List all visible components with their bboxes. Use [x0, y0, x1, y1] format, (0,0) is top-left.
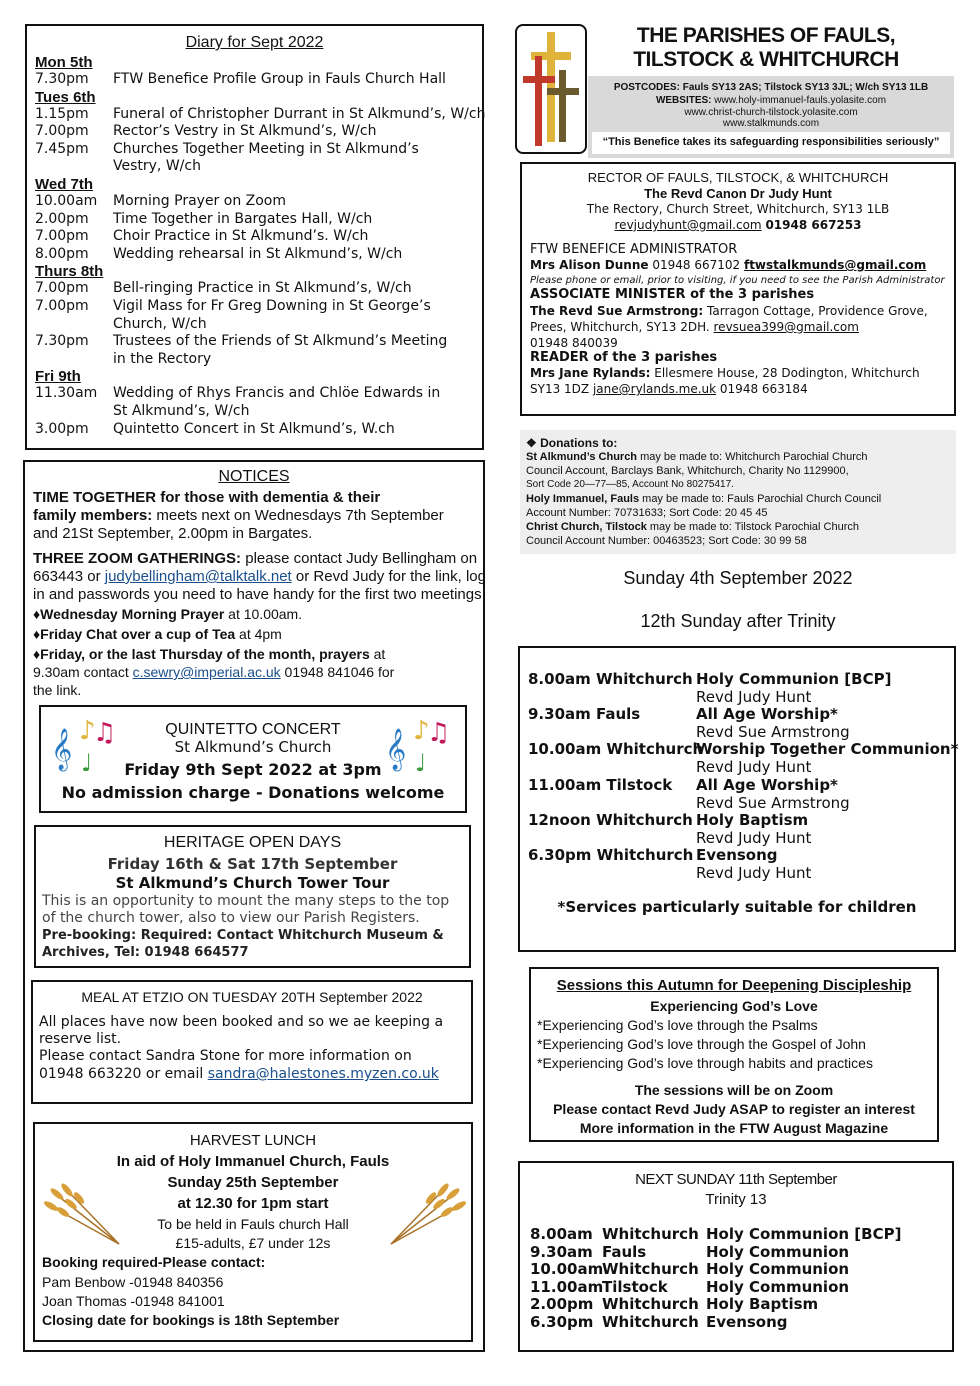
- diary-event: [35, 298, 475, 315]
- diary-event-text: Funeral of Christopher Durrant in St Alkmund’s, W/ch: [113, 105, 486, 122]
- header-title-line1: THE PARISHES OF FAULS,: [636, 24, 896, 47]
- zoom-line1: [33, 550, 477, 568]
- meal-title: MEAL AT ETZIO ON TUESDAY 20TH September 2022: [81, 989, 423, 1005]
- website-fauls[interactable]: www.holy-immanuel-fauls.yolasite.com: [714, 95, 887, 106]
- header-title: [596, 24, 936, 72]
- rector-address: The Rectory, Church Street, Whitchurch, SY13 1LB: [586, 202, 890, 216]
- diary-event-continuation: Vestry, W/ch: [113, 158, 201, 175]
- diary-day-heading: Wed 7th: [35, 176, 94, 193]
- diary-day-heading: Thurs 8th: [35, 263, 104, 281]
- diary-event-text: FTW Benefice Profile Group in Fauls Church Hall: [113, 71, 446, 87]
- admin-name: Mrs Alison Dunne: [530, 258, 649, 272]
- notices-box: [23, 460, 485, 1352]
- heritage-box: [34, 825, 471, 968]
- diary-event-continuation: St Alkmund’s, W/ch: [113, 403, 250, 419]
- diary-day-heading: Mon 5th: [35, 54, 93, 71]
- service-minister: Revd Judy Hunt: [696, 688, 812, 706]
- sessions-item: *Experiencing God’s love through the Psalms: [537, 1017, 818, 1033]
- next-service-name: Holy Communion: [706, 1242, 850, 1261]
- service-minister: Revd Sue Armstrong: [696, 723, 850, 742]
- sessions-item: *Experiencing God’s love through the Gospel of John: [537, 1036, 866, 1052]
- bullet-morning-prayer: [33, 605, 302, 623]
- next-sunday-trinity: Trinity 13: [705, 1191, 767, 1208]
- heritage-title: HERITAGE OPEN DAYS: [163, 834, 342, 851]
- concert-date: Friday 9th Sept 2022 at 3pm: [124, 760, 382, 779]
- service-time-place: 6.30pm Whitchurch: [528, 846, 694, 864]
- svg-text:♪: ♪: [413, 716, 430, 746]
- admin-heading: FTW BENEFICE ADMINISTRATOR: [530, 242, 738, 257]
- diary-event-text: Time Together in Bargates Hall, W/ch: [113, 210, 373, 227]
- service-minister: Revd Judy Hunt: [696, 758, 812, 777]
- donations-l5: Account Number: 70731633; Sort Code: 20 45 45: [526, 507, 768, 519]
- svg-text:♫: ♫: [93, 718, 117, 748]
- bullet3-bold: ♦Friday, or the last Thursday of the month, prayers: [33, 646, 370, 662]
- zoom-line2-pre: 663443 or: [33, 568, 105, 585]
- next-service-name: Holy Communion: [706, 1277, 850, 1296]
- diary-event-text: Morning Prayer on Zoom: [113, 193, 287, 209]
- admin-line: [530, 257, 926, 273]
- diary-event-time: 1.15pm: [35, 105, 89, 122]
- diary-event-time: 11.30am: [35, 385, 98, 402]
- diary-event-time: 7.00pm: [35, 123, 89, 140]
- bullet2-bold: ♦Friday Chat over a cup of Tea: [33, 626, 236, 642]
- bullet1-bold: ♦Wednesday Morning Prayer: [33, 606, 225, 622]
- diary-event-time: 7.00pm: [35, 298, 89, 314]
- heritage-desc2: of the church tower, also to view our Parish Registers.: [42, 910, 420, 926]
- zoom-line2: [33, 568, 486, 586]
- donations-l2: Council Account, Barclays Bank, Whitchurch, Charity No 1129900,: [526, 465, 849, 477]
- donations-panel: [520, 430, 956, 554]
- sessions-subtitle: Experiencing God’s Love: [650, 998, 818, 1014]
- next-service-place: Whitchurch: [602, 1295, 699, 1314]
- diary-event-time: 8.00pm: [35, 245, 89, 262]
- diary-event-continuation: Church, W/ch: [113, 315, 207, 332]
- next-service-name: Holy Communion: [706, 1260, 850, 1279]
- next-service-time: 9.30am: [530, 1242, 593, 1261]
- admin-phone: 01948 667102: [648, 258, 744, 272]
- diary-event: [35, 228, 475, 245]
- donations-l6: [526, 521, 859, 533]
- harvest-contact1: Pam Benbow -01948 840356: [42, 1274, 224, 1290]
- meal-line2: reserve list.: [39, 1031, 122, 1047]
- postcodes: POSTCODES: Fauls SY13 2AS; Tilstock SY13 3JL; W/ch SY13 1LB: [613, 82, 929, 93]
- rector-phone: 01948 667253: [765, 218, 862, 232]
- diary-event: [35, 385, 475, 402]
- sessions-zoom: The sessions will be on Zoom: [634, 1082, 834, 1098]
- reader-heading: READER of the 3 parishes: [530, 350, 718, 365]
- harvest-contact2: Joan Thomas -01948 841001: [42, 1293, 225, 1309]
- assoc-phone: 01948 840039: [530, 336, 618, 350]
- svg-text:♫: ♫: [427, 718, 451, 748]
- diary-event-text: Bell-ringing Practice in St Alkmund’s, W/ch: [113, 280, 412, 297]
- service-time-place: 12noon Whitchurch: [528, 810, 693, 829]
- bullet-prayers-line3: the link.: [33, 682, 82, 698]
- next-sunday-box: [518, 1161, 954, 1352]
- sessions-contact: Please contact Revd Judy ASAP to register an interest: [553, 1101, 915, 1117]
- reader-addr1: Ellesmere House, 28 Dodington, Whitchurch: [650, 366, 920, 380]
- website-stalkmunds[interactable]: www.stalkmunds.com: [722, 118, 820, 129]
- header-title-line2: TILSTOCK & WHITCHURCH: [633, 48, 899, 71]
- zoom-line2-post: or Revd Judy for the link, log: [291, 568, 486, 585]
- meal-line4-pre: 01948 663220 or email: [39, 1066, 208, 1082]
- header-info-panel: [588, 76, 954, 158]
- reader-name: Mrs Jane Rylands:: [530, 366, 651, 380]
- sunday-services-box: [518, 646, 959, 952]
- svg-text:𝄞: 𝄞: [385, 729, 407, 770]
- assoc-addr1: Tarragon Cottage, Providence Grove,: [703, 304, 928, 318]
- donations-heading: ❖ Donations to:: [526, 436, 618, 450]
- assoc-line2: [530, 319, 859, 335]
- assoc-line1: [530, 303, 928, 319]
- reader-line1: [530, 365, 920, 381]
- diary-day-heading: Fri 9th: [35, 368, 81, 386]
- admin-email-link[interactable]: ftwstalkmunds@gmail.com: [743, 258, 927, 272]
- donations-l4-rest: may be made to: Fauls Parochial Church Council: [639, 493, 882, 505]
- service-name: Holy Baptism: [696, 810, 809, 829]
- diary-event: [35, 141, 475, 158]
- donations-l1-rest: may be made to: Whitchurch Parochial Church: [637, 451, 868, 463]
- diary-event-time: 2.00pm: [35, 210, 89, 227]
- heritage-desc1: This is an opportunity to mount the many steps to the top: [42, 893, 450, 909]
- bullet3-rest: at: [369, 646, 386, 662]
- diary-event: [35, 105, 486, 123]
- harvest-venue: To be held in Fauls church Hall: [157, 1216, 349, 1232]
- reader-email-link[interactable]: jane@rylands.me.uk: [592, 382, 717, 396]
- sessions-title: Sessions this Autumn for Deepening Discipleship: [556, 977, 912, 994]
- time-together-line3: and 21St September, 2.00pm in Bargates.: [33, 525, 313, 542]
- concert-title: QUINTETTO CONCERT: [165, 721, 341, 738]
- service-minister: Revd Judy Hunt: [696, 828, 812, 847]
- next-service-place: Fauls: [602, 1242, 647, 1261]
- donations-stalkmunds: St Alkmund’s Church: [526, 451, 638, 463]
- harvest-aid: In aid of Holy Immanuel Church, Fauls: [116, 1153, 390, 1170]
- meal-line3: Please contact Sandra Stone for more information on: [39, 1048, 412, 1064]
- harvest-closing: Closing date for bookings is 18th September: [42, 1312, 340, 1328]
- svg-text:♩: ♩: [415, 749, 427, 775]
- time-together-line2: [33, 507, 444, 525]
- harvest-booking: Booking required-Please contact:: [42, 1254, 266, 1270]
- diary-event-time: 7.00pm: [35, 228, 89, 245]
- meal-line4: [39, 1066, 439, 1082]
- bullet3-post: 01948 841046 for: [280, 664, 395, 680]
- diary-event-text: Wedding of Rhys Francis and Chlöe Edwards in: [113, 385, 441, 402]
- harvest-time: at 12.30 for 1pm start: [177, 1195, 329, 1212]
- service-minister: Revd Sue Armstrong: [696, 793, 850, 812]
- zoom-heading: THREE ZOOM GATHERINGS:: [33, 550, 242, 567]
- next-service-time: 11.00am: [530, 1277, 604, 1296]
- next-service-place: Whitchurch: [602, 1313, 699, 1331]
- zoom-line3: in and passwords you need to have handy for the first two meetings.: [33, 586, 486, 603]
- harvest-box: [33, 1122, 473, 1342]
- next-service-name: Holy Communion [BCP]: [706, 1225, 902, 1243]
- safeguarding-text: “This Benefice takes its safeguarding responsibilities seriously”: [602, 136, 940, 148]
- concert-admission: No admission charge - Donations welcome: [61, 783, 445, 802]
- zoom-email-link[interactable]: judybellingham@talktalk.net: [104, 568, 292, 585]
- diary-day-heading: Tues 6th: [35, 88, 96, 106]
- diary-event-continuation: in the Rectory: [113, 350, 212, 367]
- diary-event-time: 7.45pm: [35, 140, 89, 157]
- reader-phone: 01948 663184: [716, 382, 808, 396]
- service-time-place: 11.00am Tilstock: [528, 775, 673, 794]
- diary-title: Diary for Sept 2022: [185, 34, 324, 51]
- donations-fauls: Holy Immanuel, Fauls: [526, 493, 640, 505]
- next-service-time: 8.00am: [530, 1225, 593, 1243]
- heritage-booking2: Archives, Tel: 01948 664577: [42, 945, 249, 960]
- admin-note: Please phone or email, prior to visiting, if you need to see the Parish Administrator: [530, 275, 945, 286]
- bullet-prayers-line2: [33, 663, 394, 681]
- diary-event-time: 7.00pm: [35, 280, 89, 297]
- prayers-email-link[interactable]: c.sewry@imperial.ac.uk: [132, 664, 281, 680]
- assoc-email-link[interactable]: revsuea399@gmail.com: [713, 320, 859, 334]
- harvest-date: Sunday 25th September: [167, 1174, 339, 1191]
- zoom-rest: please contact Judy Bellingham on: [241, 550, 478, 567]
- harvest-title: HARVEST LUNCH: [189, 1132, 317, 1149]
- sessions-box: [529, 967, 939, 1142]
- sunday-note: *Services particularly suitable for children: [557, 898, 917, 916]
- rector-heading: RECTOR OF FAULS, TILSTOCK, & WHITCHURCH: [587, 170, 889, 185]
- diary-event-time: 7.30pm: [35, 71, 89, 87]
- bullet1-rest: at 10.00am.: [224, 606, 303, 622]
- harvest-price: £15-adults, £7 under 12s: [175, 1235, 331, 1251]
- heritage-dates: Friday 16th & Sat 17th September: [107, 855, 398, 873]
- crosses-icon: [517, 26, 585, 152]
- diary-event: [35, 193, 475, 210]
- sessions-item: *Experiencing God’s love through habits and practices: [537, 1055, 873, 1071]
- websites-line1: [588, 95, 954, 106]
- next-service-time: 2.00pm: [530, 1295, 594, 1314]
- next-service-time: 6.30pm: [530, 1313, 594, 1331]
- bullet2-rest: at 4pm: [235, 626, 282, 642]
- rector-contact: [522, 218, 954, 232]
- donations-l7: Council Account Number: 00463523; Sort Code: 30 99 58: [526, 535, 807, 547]
- sunday-date: Sunday 4th September 2022: [623, 568, 853, 588]
- service-time-place: 9.30am Fauls: [528, 705, 641, 724]
- diary-event-text: Rector’s Vestry in St Alkmund’s, W/ch: [113, 123, 377, 140]
- diary-event: [35, 333, 475, 350]
- heritage-tour: St Alkmund’s Church Tower Tour: [115, 874, 390, 892]
- bullet3-pre: 9.30am contact: [33, 664, 133, 680]
- service-time-place: 10.00am Whitchurch: [528, 740, 704, 759]
- reader-addr2: SY13 1DZ: [530, 382, 593, 396]
- rector-name: The Revd Canon Dr Judy Hunt: [644, 186, 832, 201]
- diary-event: [35, 421, 475, 438]
- service-time-place: 8.00am Whitchurch: [528, 670, 693, 688]
- assoc-name: The Revd Sue Armstrong:: [530, 304, 704, 318]
- website-tilstock[interactable]: www.christ-church-tilstock.yolasite.com: [684, 107, 858, 118]
- service-name: Evensong: [696, 846, 778, 864]
- service-name: All Age Worship*: [696, 775, 838, 794]
- rector-box: [520, 162, 956, 416]
- service-name: Holy Communion [BCP]: [696, 670, 892, 688]
- svg-text:♪: ♪: [79, 716, 96, 746]
- diary-event-time: 10.00am: [35, 193, 98, 209]
- notices-title: NOTICES: [218, 468, 290, 485]
- meal-box: [31, 980, 473, 1104]
- safeguarding-banner: [592, 132, 950, 154]
- diary-event: [35, 123, 475, 140]
- diary-event-text: Vigil Mass for Fr Greg Downing in St George’s: [113, 298, 431, 314]
- heritage-booking1: Pre-booking: Required: Contact Whitchurch Museum &: [42, 928, 444, 943]
- diary-event-text: Trustees of the Friends of St Alkmund’s Meeting: [113, 333, 448, 350]
- diary-event-time: 3.00pm: [35, 420, 89, 437]
- websites-label: WEBSITES:: [655, 95, 712, 106]
- diary-event: [35, 246, 475, 263]
- assoc-addr2: Prees, Whitchurch, SY13 2DH.: [530, 320, 714, 334]
- bullet-friday-chat: [33, 625, 282, 643]
- rector-email-link[interactable]: revjudyhunt@gmail.com: [614, 218, 762, 232]
- diary-event-text: Churches Together Meeting in St Alkmund’s: [113, 140, 419, 157]
- donations-l6-rest: may be made to: Tilstock Parochial Church: [646, 521, 859, 533]
- diary-event-text: Choir Practice in St Alkmund’s. W/ch: [113, 228, 369, 245]
- service-name: All Age Worship*: [696, 705, 838, 724]
- next-sunday-title: NEXT SUNDAY 11th September: [635, 1171, 837, 1188]
- reader-line2: [530, 381, 808, 397]
- next-service-place: Whitchurch: [602, 1225, 699, 1243]
- meal-email-link[interactable]: sandra@halestones.myzen.co.uk: [207, 1066, 439, 1082]
- concert-venue: St Alkmund’s Church: [174, 738, 332, 756]
- assoc-heading: ASSOCIATE MINISTER of the 3 parishes: [530, 287, 815, 302]
- diary-event: [35, 71, 475, 88]
- bullet-prayers: [33, 645, 385, 663]
- donations-l4: [526, 493, 881, 505]
- next-service-place: Whitchurch: [602, 1260, 699, 1279]
- diary-event: [35, 211, 475, 228]
- diary-event-text: Quintetto Concert in St Alkmund’s, W.ch: [113, 420, 395, 437]
- diary-box: [25, 24, 484, 450]
- time-together-bold2: family members:: [33, 507, 153, 524]
- svg-text:𝄞: 𝄞: [51, 729, 73, 770]
- sunday-trinity: 12th Sunday after Trinity: [640, 611, 836, 631]
- sessions-more: More information in the FTW August Magazine: [579, 1120, 889, 1136]
- parish-logo: [515, 24, 587, 154]
- donations-tilstock: Christ Church, Tilstock: [526, 521, 647, 533]
- diary-event-text: Wedding rehearsal in St Alkmund’s, W/ch: [113, 245, 403, 262]
- time-together-rest: meets next on Wednesdays 7th September: [152, 507, 444, 524]
- next-service-name: Holy Baptism: [706, 1295, 819, 1314]
- meal-line1: All places have now been booked and so we ae keeping a: [39, 1014, 444, 1030]
- diary-event-time: 7.30pm: [35, 333, 89, 350]
- time-together-heading: TIME TOGETHER for those with dementia & their: [33, 489, 381, 506]
- service-name: Worship Together Communion*: [696, 740, 959, 759]
- donations-l1: [526, 451, 868, 463]
- donations-l3: Sort Code 20—77—85, Account No 80275417.: [526, 479, 734, 490]
- next-service-place: Tilstock: [602, 1277, 668, 1296]
- next-service-time: 10.00am: [530, 1260, 604, 1279]
- service-minister: Revd Judy Hunt: [696, 864, 812, 882]
- concert-box: [39, 705, 467, 813]
- next-service-name: Evensong: [706, 1313, 788, 1331]
- svg-text:♩: ♩: [81, 749, 93, 775]
- diary-event: [35, 280, 475, 297]
